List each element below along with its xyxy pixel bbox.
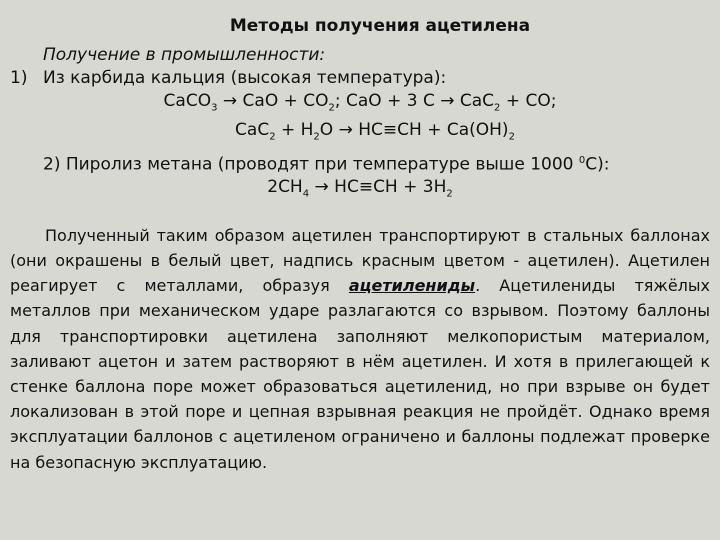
eq1-second-reaction: ; CaO + 3 C bbox=[334, 91, 441, 111]
paragraph-text: . Ацетилениды тяжёлых металлов при механическом ударе разлагаются со взрывом. Поэтому баллоны для транспортировки ацетилена заполняют мелкопористым материалом, заливают ацетон и затем растворяют в нём ацетилен. И хотя в прилегающей к стенке баллона поре может образоваться ацетиленид, но при взрыве он будет локализован в этой поре и цепная взрывная реакция не пройдёт. Однако время эксплуатации баллонов с ацетиленом ограничено и баллоны подлежат проверке на безопасную эксплуатацию. bbox=[10, 276, 711, 472]
eq3-part: HC≡CH + 3H bbox=[328, 177, 447, 198]
industry-heading: Получение в промышленности: bbox=[43, 45, 326, 65]
eq2-sub: 2 bbox=[313, 131, 320, 143]
arrow-icon: → bbox=[338, 120, 353, 141]
list-item-1-text: Из карбида кальция (высокая температура): bbox=[43, 68, 447, 88]
eq1-sub: 3 bbox=[211, 102, 218, 114]
eq1-sub: 2 bbox=[494, 102, 501, 114]
arrow-icon: → bbox=[440, 91, 455, 111]
eq3-sub: 2 bbox=[446, 188, 453, 200]
paragraph-text: Полученный таким образом ацетилен транспортируют в стальных баллонах (они окрашены в белый цвет, надпись красным цветом - ацетилен). Ацетилен реагирует с металлами, образуя bbox=[10, 225, 710, 296]
eq2-sub: 2 bbox=[269, 131, 276, 143]
list-item-2-text: 2) Пиролиз метана (проводят при температуре выше 1000 bbox=[43, 154, 579, 175]
eq1-product-end: + CO; bbox=[500, 91, 557, 111]
eq2-part: O bbox=[319, 120, 339, 141]
eq1-reactant: CaCO bbox=[163, 91, 212, 111]
list-item-1 bbox=[10, 67, 710, 90]
page-title: Методы получения ацетилена bbox=[229, 16, 531, 36]
eq1-product: CaC bbox=[454, 91, 495, 111]
equation-1 bbox=[10, 90, 710, 119]
equation-3 bbox=[10, 176, 710, 205]
eq1-product: CaO + CO bbox=[237, 91, 329, 111]
body-paragraph bbox=[10, 223, 710, 475]
arrow-icon: → bbox=[314, 177, 329, 198]
list-item-1-number: 1) bbox=[10, 68, 28, 88]
eq1-sub: 2 bbox=[328, 102, 335, 114]
list-item-2 bbox=[10, 149, 710, 177]
eq2-part: HC≡CH + Ca(OH) bbox=[352, 120, 509, 141]
eq2-part: CaC bbox=[235, 120, 270, 141]
degree-sup: 0 bbox=[578, 154, 586, 166]
eq2-sub: 2 bbox=[508, 131, 515, 143]
term-acetylides: ацетилениды bbox=[348, 276, 476, 296]
eq2-part: + H bbox=[275, 120, 314, 141]
equation-2 bbox=[10, 119, 710, 148]
eq3-sub: 4 bbox=[302, 188, 310, 200]
arrow-icon: → bbox=[222, 91, 238, 111]
eq3-part: 2CH bbox=[267, 177, 303, 198]
list-item-2-end: С): bbox=[585, 154, 610, 175]
